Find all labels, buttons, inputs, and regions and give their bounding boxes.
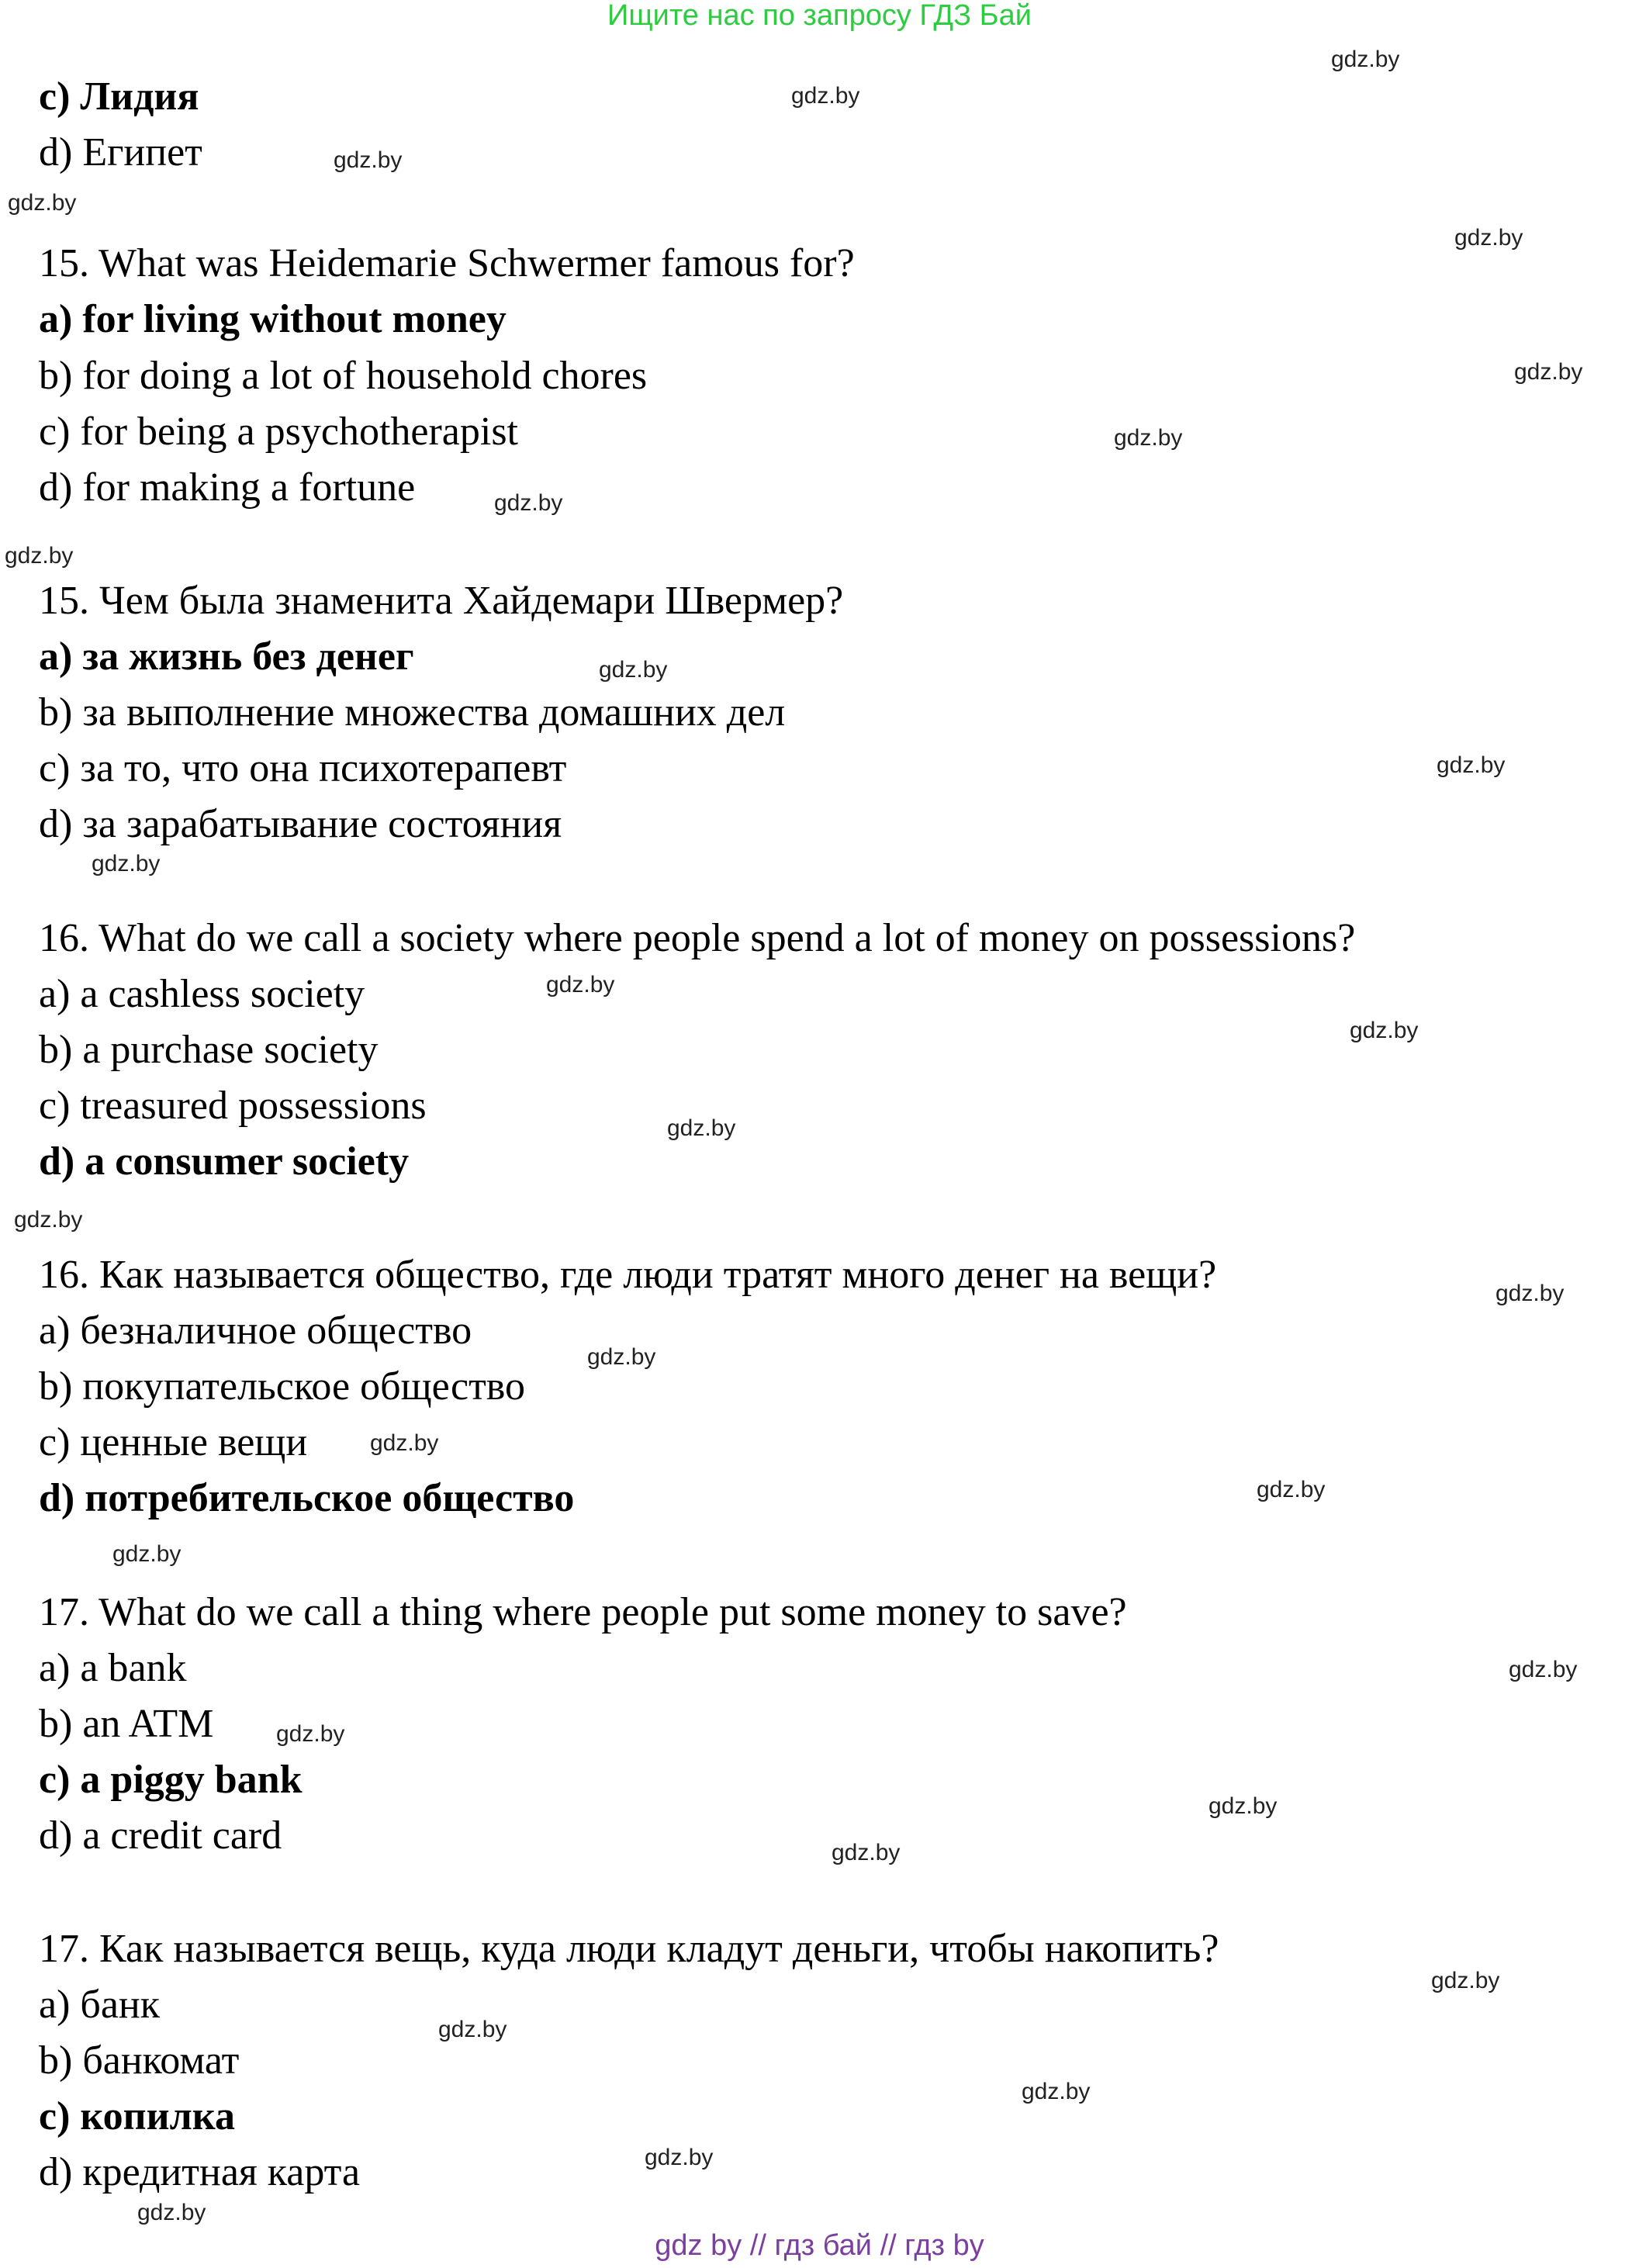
watermark-text: gdz.by xyxy=(832,1840,901,1865)
watermark-text: gdz.by xyxy=(370,1430,439,1456)
search-banner[interactable]: Ищите нас по запросу ГДЗ Бай xyxy=(607,0,1032,32)
answer-option: b) for doing a lot of household chores xyxy=(39,354,648,398)
answer-option: b) a purchase society xyxy=(39,1028,379,1072)
watermark-text: gdz.by xyxy=(92,851,161,876)
answer-option: c) for being a psychotherapist xyxy=(39,410,519,454)
question-text: 16. Как называется общество, где люди тратят много денег на вещи? xyxy=(39,1253,1217,1297)
watermark-text: gdz.by xyxy=(1209,1793,1278,1819)
question-text: 15. What was Heidemarie Schwermer famous for? xyxy=(39,241,855,285)
answer-option: b) банкомат xyxy=(39,2038,240,2083)
watermark-text: gdz.by xyxy=(137,2200,206,2225)
watermark-text: gdz.by xyxy=(1022,2079,1091,2104)
answer-option: c) Лидия xyxy=(39,74,199,119)
watermark-text: gdz.by xyxy=(1350,1018,1419,1043)
watermark-text: gdz.by xyxy=(587,1344,656,1370)
answer-option: d) for making a fortune xyxy=(39,465,416,510)
watermark-text: gdz.by xyxy=(438,2017,507,2042)
watermark-text: gdz.by xyxy=(667,1115,736,1141)
answer-option: d) a credit card xyxy=(39,1813,282,1858)
watermark-text: gdz.by xyxy=(1114,425,1183,451)
watermark-text: gdz.by xyxy=(112,1541,182,1567)
answer-option: c) a piggy bank xyxy=(39,1758,303,1802)
watermark-text: gdz.by xyxy=(1509,1657,1578,1682)
watermark-text: gdz.by xyxy=(1514,359,1583,385)
answer-option: a) a cashless society xyxy=(39,972,365,1016)
footer-links[interactable]: gdz by // гдз бай // гдз by xyxy=(655,2229,984,2262)
watermark-text: gdz.by xyxy=(599,657,668,683)
watermark-text: gdz.by xyxy=(1257,1477,1326,1502)
watermark-text: gdz.by xyxy=(546,972,615,997)
question-text: 15. Чем была знаменита Хайдемари Швермер? xyxy=(39,579,844,623)
watermark-text: gdz.by xyxy=(1437,752,1506,778)
watermark-text: gdz.by xyxy=(494,490,563,516)
watermark-text: gdz.by xyxy=(276,1721,345,1747)
watermark-text: gdz.by xyxy=(1454,225,1523,251)
watermark-text: gdz.by xyxy=(14,1207,83,1233)
answer-option: b) an ATM xyxy=(39,1702,214,1746)
answer-option: a) for living without money xyxy=(39,297,507,341)
question-text: 16. What do we call a society where people spend a lot of money on possessions? xyxy=(39,916,1356,960)
question-text: 17. Как называется вещь, куда люди кладут деньги, чтобы накопить? xyxy=(39,1927,1219,1971)
watermark-text: gdz.by xyxy=(645,2145,714,2170)
answer-option: d) за зарабатывание состояния xyxy=(39,802,562,846)
answer-option: a) a bank xyxy=(39,1646,187,1690)
question-text: 17. What do we call a thing where people put some money to save? xyxy=(39,1590,1127,1634)
watermark-text: gdz.by xyxy=(8,190,77,216)
watermark-text: gdz.by xyxy=(1496,1281,1565,1306)
answer-option: d) потребительское общество xyxy=(39,1476,575,1520)
answer-option: c) за то, что она психотерапевт xyxy=(39,746,567,790)
answer-option: c) ценные вещи xyxy=(39,1420,308,1464)
answer-option: b) покупательское общество xyxy=(39,1364,525,1409)
watermark-text: gdz.by xyxy=(1331,47,1400,72)
answer-option: c) копилка xyxy=(39,2094,235,2138)
watermark-text: gdz.by xyxy=(791,83,860,109)
answer-option: d) кредитная карта xyxy=(39,2150,361,2194)
answer-option: c) treasured possessions xyxy=(39,1084,427,1128)
answer-option: d) a consumer society xyxy=(39,1139,410,1184)
watermark-text: gdz.by xyxy=(5,543,74,569)
answer-option: a) безналичное общество xyxy=(39,1309,472,1353)
answer-option: d) Египет xyxy=(39,130,202,175)
watermark-text: gdz.by xyxy=(334,147,403,173)
answer-option: a) банк xyxy=(39,1983,161,2027)
answer-option: a) за жизнь без денег xyxy=(39,634,414,679)
answer-option: b) за выполнение множества домашних дел xyxy=(39,690,786,735)
watermark-text: gdz.by xyxy=(1431,1968,1500,1993)
